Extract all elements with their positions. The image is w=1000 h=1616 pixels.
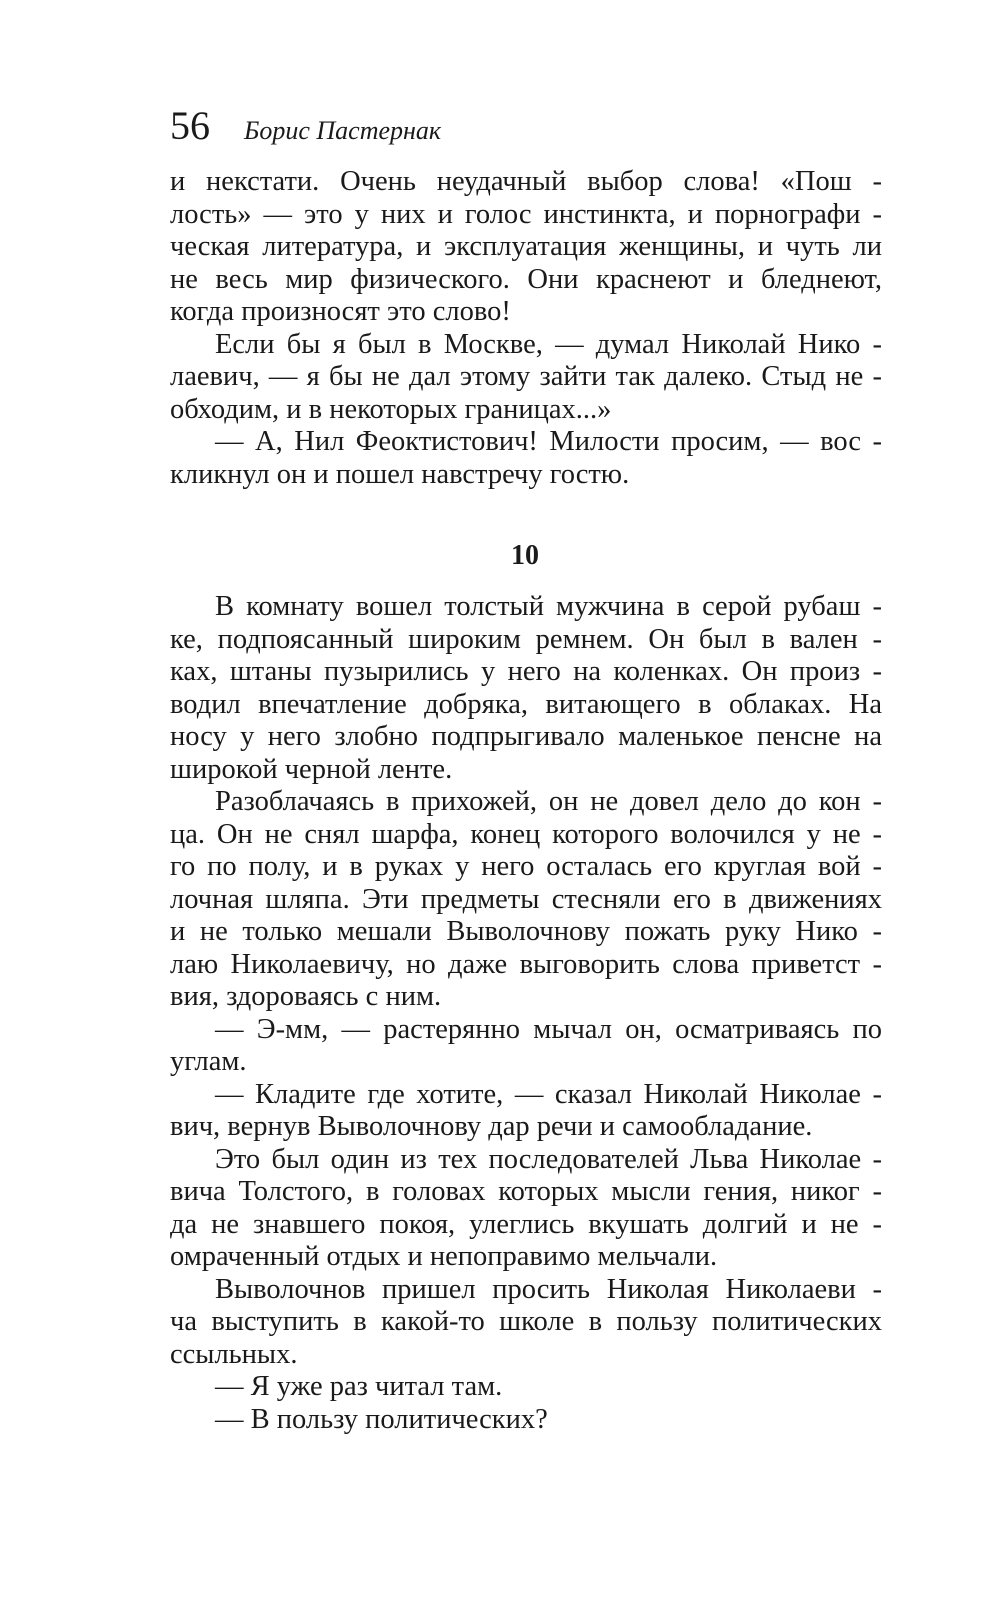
text-line: лость» — это у них и голос инстинкта, и порнографи - <box>170 198 882 230</box>
text-line: В комнату вошел толстый мужчина в серой рубаш - <box>215 591 882 622</box>
text-line: Если бы я был в Москве, — думал Николай Нико - <box>215 328 882 360</box>
text-line: ке, подпоясанный широким ремнем. Он был в вален - <box>170 623 882 655</box>
text-line: го по полу, и в руках у него осталась его круглая вой - <box>170 851 882 882</box>
chapter-number: 10 <box>511 540 539 571</box>
text-line: — В пользу политических? <box>215 1403 548 1435</box>
text-line: да не знавшего покоя, улеглись вкушать долгий и не - <box>170 1208 882 1240</box>
text-line: кликнул он и пошел навстречу гостю. <box>170 458 630 490</box>
text-block-bottom <box>170 591 882 1436</box>
text-line: лаевич, — я бы не дал этому зайти так далеко. Стыд не - <box>170 361 882 392</box>
text-line: — Э-мм, — растерянно мычал он, осматриваясь по <box>215 1013 882 1045</box>
text-line: — Я уже раз читал там. <box>215 1371 503 1402</box>
text-line: — Кладите где хотите, — сказал Николай Николае - <box>215 1078 882 1110</box>
text-line: ча выступить в какой-то школе в пользу политических <box>170 1306 882 1337</box>
text-line: вича Толстого, в головах которых мысли гения, никог - <box>170 1176 882 1207</box>
text-line: обходим, и в некоторых границах...» <box>170 393 612 425</box>
text-line: вич, вернув Выволочнову дар речи и самообладание. <box>170 1111 813 1142</box>
text-line: Это был один из тех последователей Льва Николае - <box>215 1143 882 1175</box>
text-line: и некстати. Очень неудачный выбор слова! «Пош - <box>170 166 882 197</box>
text-line: водил впечатление добряка, витающего в облаках. На <box>170 688 882 720</box>
text-line: широкой черной ленте. <box>170 753 453 785</box>
text-line: лаю Николаевичу, но даже выговорить слова приветст - <box>170 948 882 980</box>
text-line: ссыльных. <box>170 1338 298 1370</box>
text-line: носу у него злобно подпрыгивало маленькое пенсне на <box>170 721 882 752</box>
running-head <box>170 103 442 148</box>
text-line: вия, здороваясь с ним. <box>170 981 442 1012</box>
text-line: ках, штаны пузырились у него на коленках. Он произ - <box>170 656 882 687</box>
text-line: когда произносят это слово! <box>170 296 511 327</box>
text-line: Разоблачаясь в прихожей, он не довел дело до кон - <box>215 786 882 817</box>
text-line: ческая литература, и эксплуатация женщины, и чуть ли <box>170 231 882 262</box>
text-line: лочная шляпа. Эти предметы стесняли его в движениях <box>170 883 882 915</box>
text-block-top <box>170 166 882 491</box>
text-line: — А, Нил Феоктистович! Милости просим, — вос - <box>215 426 882 457</box>
text-line: и не только мешали Выволочнову пожать руку Нико - <box>170 916 882 947</box>
text-line: ца. Он не снял шарфа, конец которого волочился у не - <box>170 818 882 850</box>
text-line: не весь мир физического. Они краснеют и бледнеют, <box>170 263 882 295</box>
text-line: омраченный отдых и непоправимо мельчали. <box>170 1241 718 1272</box>
running-head-author: Борис Пастернак <box>244 116 442 145</box>
text-line: углам. <box>170 1046 247 1077</box>
page-number: 56 <box>170 103 210 148</box>
text-line: Выволочнов пришел просить Николая Николаеви - <box>215 1273 882 1305</box>
